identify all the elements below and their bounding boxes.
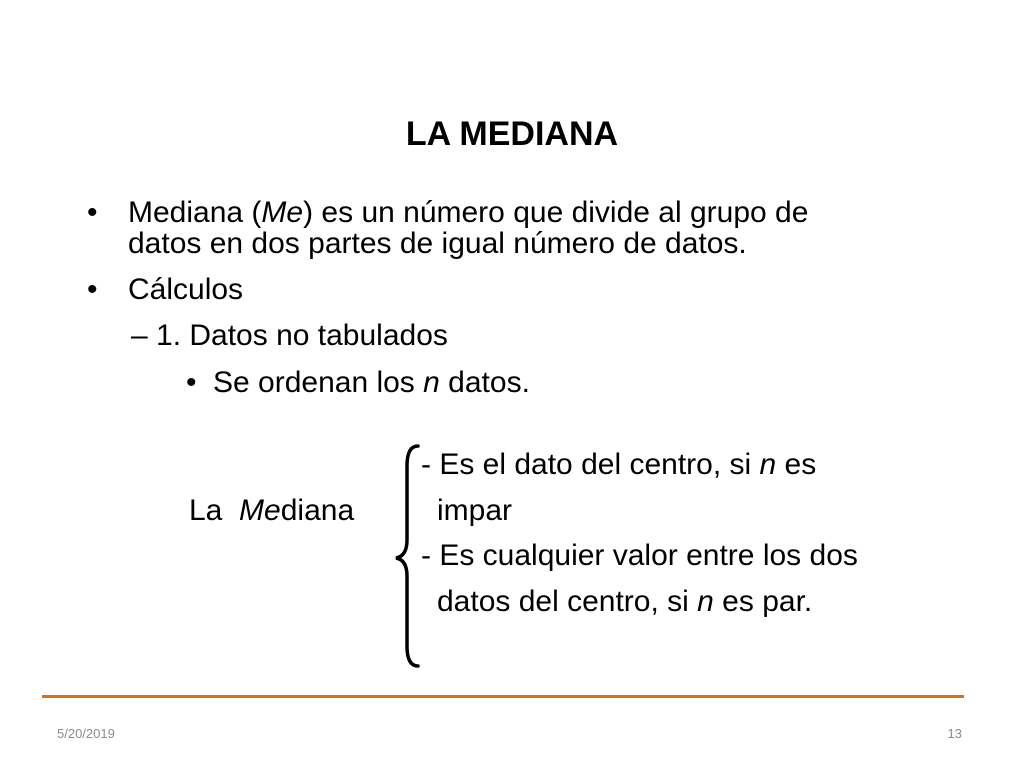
slide-title: LA MEDIANA bbox=[405, 115, 619, 153]
footer-divider bbox=[42, 695, 964, 698]
footer-page-number: 13 bbox=[947, 726, 962, 741]
bullet-text-line2: datos en dos partes de igual número de datos. bbox=[128, 227, 747, 260]
case-even-line1: - Es cualquier valor entre los dos bbox=[421, 539, 858, 572]
bullet-text: Cálculos bbox=[128, 273, 244, 306]
bullet-text: Se ordenan los n datos. bbox=[213, 366, 530, 399]
case-even-line2: datos del centro, si n es par. bbox=[437, 585, 813, 618]
case-odd-line1: - Es el dato del centro, si n es bbox=[421, 448, 817, 481]
bullet-dot: • bbox=[87, 196, 98, 229]
bullet-dot: • bbox=[186, 366, 197, 399]
bullet-dot: • bbox=[87, 273, 98, 306]
case-odd-line2: impar bbox=[437, 494, 513, 527]
footer-date: 5/20/2019 bbox=[57, 726, 115, 741]
sub-item-datos-no-tabulados: – 1. Datos no tabulados bbox=[131, 319, 448, 352]
mediana-label: La Mediana bbox=[189, 494, 355, 527]
bullet-text-line1: Mediana (Me) es un número que divide al grupo de bbox=[128, 196, 809, 229]
